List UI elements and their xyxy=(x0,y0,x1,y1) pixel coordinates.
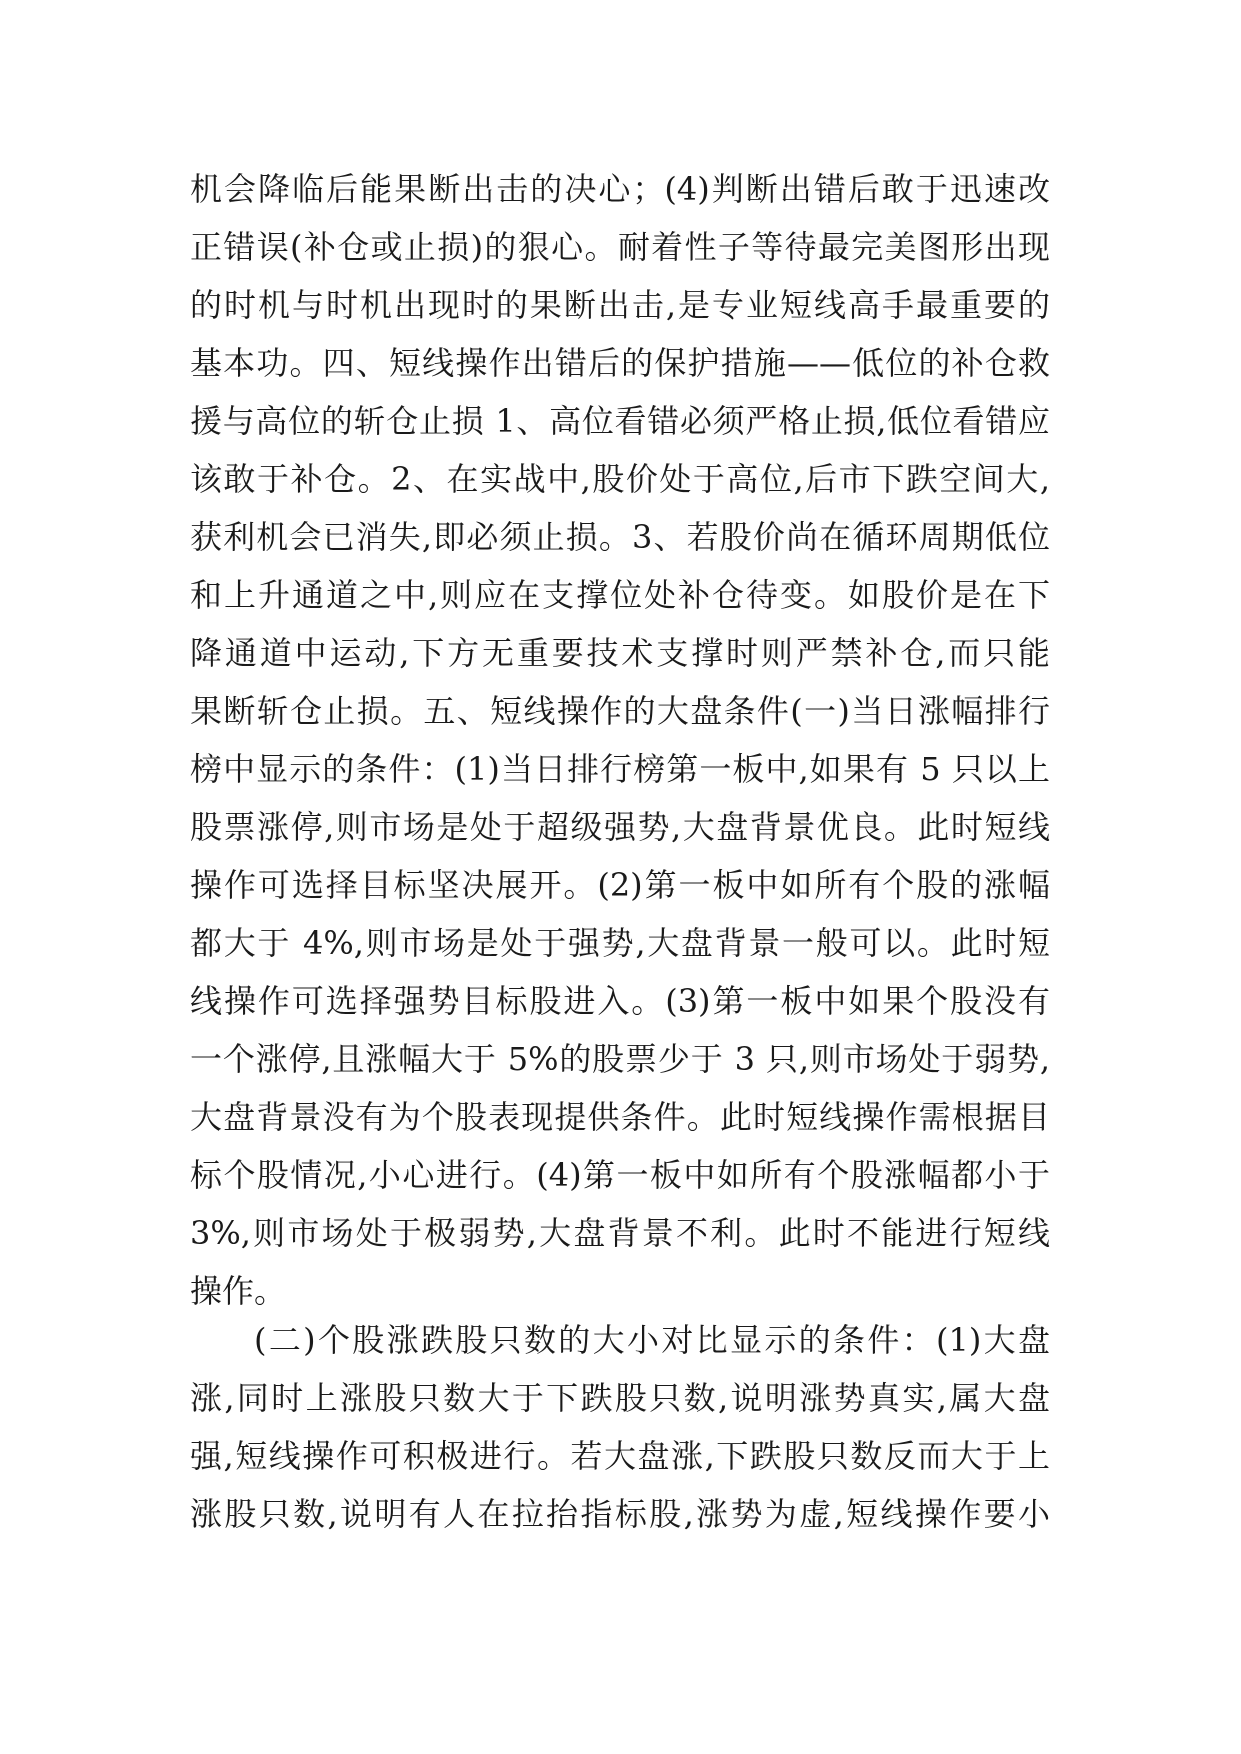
text-line: 降通道中运动,下方无重要技术支撑时则严禁补仓,而只能 xyxy=(190,634,1050,672)
text-line: 和上升通道之中,则应在支撑位处补仓待变。如股价是在下 xyxy=(190,576,1050,614)
text-line: 大盘背景没有为个股表现提供条件。此时短线操作需根据目 xyxy=(190,1098,1050,1136)
text-line: 线操作可选择强势目标股进入。(3)第一板中如果个股没有 xyxy=(190,982,1050,1020)
text-line: 操作可选择目标坚决展开。(2)第一板中如所有个股的涨幅 xyxy=(190,866,1050,904)
text-line: 3%,则市场处于极弱势,大盘背景不利。此时不能进行短线 xyxy=(190,1214,1050,1252)
text-line: 果断斩仓止损。五、短线操作的大盘条件(一)当日涨幅排行 xyxy=(190,692,1050,730)
text-line: 基本功。四、短线操作出错后的保护措施——低位的补仓救 xyxy=(190,344,1050,382)
text-line: 该敢于补仓。2、在实战中,股价处于高位,后市下跌空间大, xyxy=(190,460,1050,498)
text-line: 获利机会已消失,即必须止损。3、若股价尚在循环周期低位 xyxy=(190,518,1050,556)
text-line: 标个股情况,小心进行。(4)第一板中如所有个股涨幅都小于 xyxy=(190,1156,1050,1194)
text-line: 都大于 4%,则市场是处于强势,大盘背景一般可以。此时短 xyxy=(190,924,1050,962)
text-line: 榜中显示的条件：(1)当日排行榜第一板中,如果有 5 只以上 xyxy=(190,750,1050,788)
text-line: 一个涨停,且涨幅大于 5%的股票少于 3 只,则市场处于弱势, xyxy=(190,1040,1050,1078)
paragraph-2 xyxy=(190,1311,1050,1543)
text-line: 涨,同时上涨股只数大于下跌股只数,说明涨势真实,属大盘 xyxy=(190,1379,1050,1417)
text-line: 正错误(补仓或止损)的狠心。耐着性子等待最完美图形出现 xyxy=(190,228,1050,266)
text-line: 的时机与时机出现时的果断出击,是专业短线高手最重要的 xyxy=(190,286,1050,324)
text-line: 股票涨停,则市场是处于超级强势,大盘背景优良。此时短线 xyxy=(190,808,1050,846)
paragraph-1 xyxy=(190,160,1050,1320)
text-line: 援与高位的斩仓止损 1、高位看错必须严格止损,低位看错应 xyxy=(190,402,1050,440)
text-line: (二)个股涨跌股只数的大小对比显示的条件：(1)大盘 xyxy=(254,1321,1050,1359)
text-line: 强,短线操作可积极进行。若大盘涨,下跌股只数反而大于上 xyxy=(190,1437,1050,1475)
text-line: 操作。 xyxy=(190,1272,287,1310)
text-line: 机会降临后能果断出击的决心；(4)判断出错后敢于迅速改 xyxy=(190,170,1050,208)
text-line: 涨股只数,说明有人在拉抬指标股,涨势为虚,短线操作要小 xyxy=(190,1495,1050,1533)
